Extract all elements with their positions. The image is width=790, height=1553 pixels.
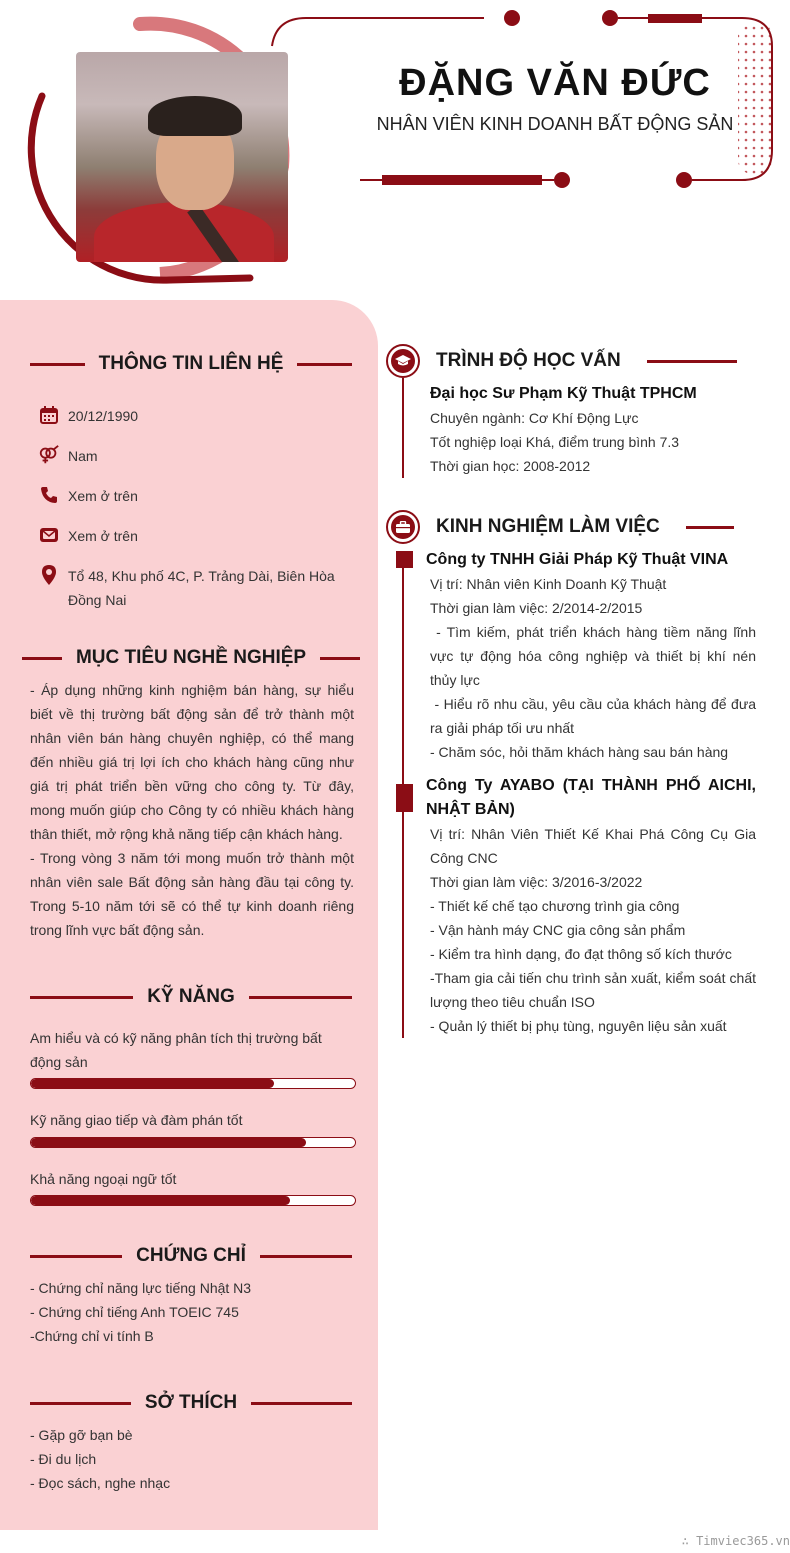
- skill-level-bar: [30, 1137, 356, 1148]
- job-position: Vị trí: Nhân Viên Thiết Kế Khai Phá Công Cụ Gia Công CNC: [430, 826, 756, 866]
- job-marker: [396, 551, 413, 568]
- candidate-job-title: NHÂN VIÊN KINH DOANH BẤT ĐỘNG SẢN: [376, 114, 734, 134]
- career-objective-text: - Áp dụng những kinh nghiệm bán hàng, sự hiểu biết về thị trường bất động sản để trở thành một nhân viên bán hàng chuyên nghiệp, có thể mang đến nhiều giá trị lợi ích cho khách hàng cũng như giá trị phát triển bền vững cho công ty. Từ đây, mong muốn giúp cho Công ty có nhiều khách hàng thân thiết, mở rộng khả năng tiếp cận khách hàng. - Trong vòng 3 năm tới mong muốn trở thành một nhân viên sale Bất động sản hàng đầu tại công ty. Trong 5-10 năm tới sẽ có thể tự kinh doanh riêng trong lĩnh vực bất động sản.: [30, 682, 354, 938]
- job-duty: - Tìm kiếm, phát triển khách hàng tiềm năng lĩnh vực tự động hóa công nghiệp và thiết bị khí nén thủy lực: [430, 624, 760, 688]
- gender-icon: [38, 444, 60, 466]
- contact-birthday: 20/12/1990: [38, 404, 338, 428]
- candidate-name: ĐẶNG VĂN ĐỨC: [399, 62, 711, 104]
- education-grade: Tốt nghiệp loại Khá, điểm trung bình 7.3: [430, 434, 680, 450]
- hobbies-section-title: SỞ THÍCH: [30, 1391, 352, 1415]
- school-name: Đại học Sư Phạm Kỹ Thuật TPHCM: [430, 385, 697, 402]
- skill-level-bar: [30, 1078, 356, 1089]
- list-item: - Chứng chỉ năng lực tiếng Nhật N3: [30, 1280, 252, 1296]
- skill-label: Kỹ năng giao tiếp và đàm phán tốt: [30, 1112, 243, 1128]
- job-duty: - Hiểu rõ nhu cầu, yêu cầu của khách hàng để đưa ra giải pháp tối ưu nhất: [430, 696, 760, 736]
- certificates-section-title: CHỨNG CHỈ: [30, 1244, 352, 1268]
- company-name: Công ty TNHH Giải Pháp Kỹ Thuật VINA: [426, 551, 729, 568]
- list-item: - Gặp gỡ bạn bè: [30, 1427, 133, 1443]
- experience-section-title: KINH NGHIỆM LÀM VIỆC: [386, 510, 734, 544]
- job-marker: [396, 784, 413, 812]
- list-item: - Đọc sách, nghe nhạc: [30, 1475, 171, 1491]
- phone-icon: [38, 484, 60, 506]
- objective-section-title: MỤC TIÊU NGHỀ NGHIỆP: [30, 646, 352, 670]
- email-icon: [38, 524, 60, 546]
- job-position: Vị trí: Nhân viên Kinh Doanh Kỹ Thuật: [430, 576, 667, 592]
- avatar: [76, 52, 288, 262]
- contact-section-title: THÔNG TIN LIÊN HỆ: [30, 352, 352, 376]
- job-period: Thời gian làm việc: 2/2014-2/2015: [430, 600, 643, 616]
- cv-header: [0, 0, 790, 300]
- skill-label: Am hiểu và có kỹ năng phân tích thị trường bất động sản: [30, 1030, 322, 1070]
- education-major: Chuyên ngành: Cơ Khí Động Lực: [430, 410, 639, 426]
- job-duty: - Vận hành máy CNC gia công sản phẩm: [430, 922, 686, 938]
- job-duty: - Chăm sóc, hỏi thăm khách hàng sau bán hàng: [430, 744, 729, 760]
- skill-level-bar: [30, 1195, 356, 1206]
- contact-address: Tổ 48, Khu phố 4C, P. Trảng Dài, Biên Hòa Đồng Nai: [38, 564, 338, 612]
- job-duty: - Thiết kế chế tạo chương trình gia công: [430, 898, 680, 914]
- profile-photo-frame: [20, 16, 295, 286]
- list-item: -Chứng chỉ vi tính B: [30, 1328, 154, 1344]
- calendar-icon: [38, 404, 60, 426]
- graduation-cap-icon: [391, 349, 415, 373]
- list-item: - Đi du lịch: [30, 1451, 97, 1467]
- job-duty: - Kiểm tra hình dạng, đo đạt thông số kích thước: [430, 946, 732, 962]
- contact-gender: Nam: [38, 444, 338, 468]
- education-timeline-line: [402, 378, 404, 478]
- skill-label: Khả năng ngoại ngữ tốt: [30, 1171, 177, 1187]
- briefcase-icon: [391, 515, 415, 539]
- education-section-title: TRÌNH ĐỘ HỌC VẤN: [386, 344, 737, 378]
- job-duty: -Tham gia cải tiến chu trình sản xuất, kiểm soát chất lượng theo tiêu chuẩn ISO: [430, 970, 756, 1010]
- job-duty: - Quản lý thiết bị phụ tùng, nguyên liệu sản xuất: [430, 1018, 727, 1034]
- contact-email: Xem ở trên: [38, 524, 338, 548]
- contact-phone: Xem ở trên: [38, 484, 338, 508]
- skills-section-title: KỸ NĂNG: [30, 985, 352, 1009]
- company-name: Công Ty AYABO (TẠI THÀNH PHỐ AICHI, NHẬT BẢN): [426, 777, 756, 818]
- watermark-text: ∴ Timviec365.vn: [681, 1534, 790, 1548]
- education-period: Thời gian học: 2008-2012: [430, 458, 591, 474]
- location-icon: [38, 564, 60, 586]
- list-item: - Chứng chỉ tiếng Anh TOEIC 745: [30, 1304, 239, 1320]
- job-period: Thời gian làm việc: 3/2016-3/2022: [430, 874, 643, 890]
